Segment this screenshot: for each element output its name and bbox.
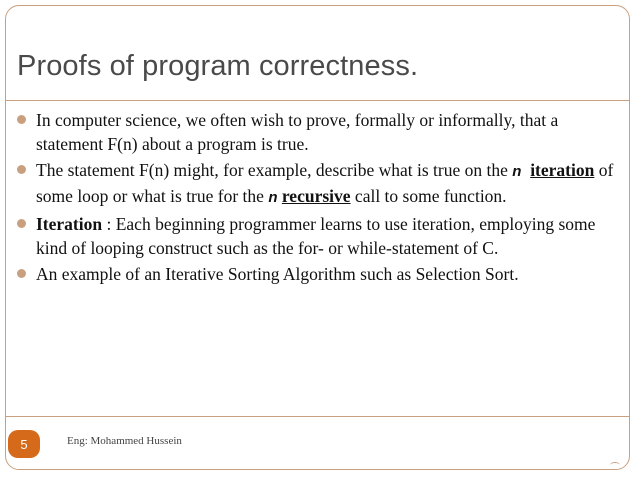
bullet-item xyxy=(17,262,617,286)
iteration-term: iteration xyxy=(530,160,595,180)
n-variable: n xyxy=(512,163,522,180)
recursive-term: recursive xyxy=(281,186,351,206)
bullet-dot-icon xyxy=(17,219,26,228)
bullet-text: call to some function. xyxy=(350,186,507,206)
bullet-text: In computer science, we often wish to prove, formally or informally, that a statement F(n) about a program is true. xyxy=(36,110,559,154)
bullet-list xyxy=(17,108,617,288)
bullet-text: of some loop or what is true for the xyxy=(36,160,614,206)
bullet-text: The statement F(n) might, for example, describe what is true on the xyxy=(36,160,513,180)
bullet-dot-icon xyxy=(17,115,26,124)
bullet-item xyxy=(17,212,617,260)
iteration-heading: Iteration xyxy=(36,214,103,234)
bullet-dot-icon xyxy=(17,165,26,174)
bullet-item xyxy=(17,108,617,156)
title-divider xyxy=(6,100,630,101)
bullet-item xyxy=(17,158,617,210)
page-number-badge: 5 xyxy=(8,430,40,458)
bullet-dot-icon xyxy=(17,269,26,278)
slide-title: Proofs of program correctness. xyxy=(17,50,419,82)
bullet-text: : Each beginning programmer learns to use iteration, employing some kind of looping construct such as the for- or while-statement of C. xyxy=(36,214,596,258)
bullet-text: An example of an Iterative Sorting Algorithm such as Selection Sort. xyxy=(36,264,519,284)
corner-ornament xyxy=(610,462,620,468)
n-variable: n xyxy=(268,189,278,206)
footer-divider xyxy=(6,416,630,417)
footer-author: Eng: Mohammed Hussein xyxy=(67,435,182,447)
